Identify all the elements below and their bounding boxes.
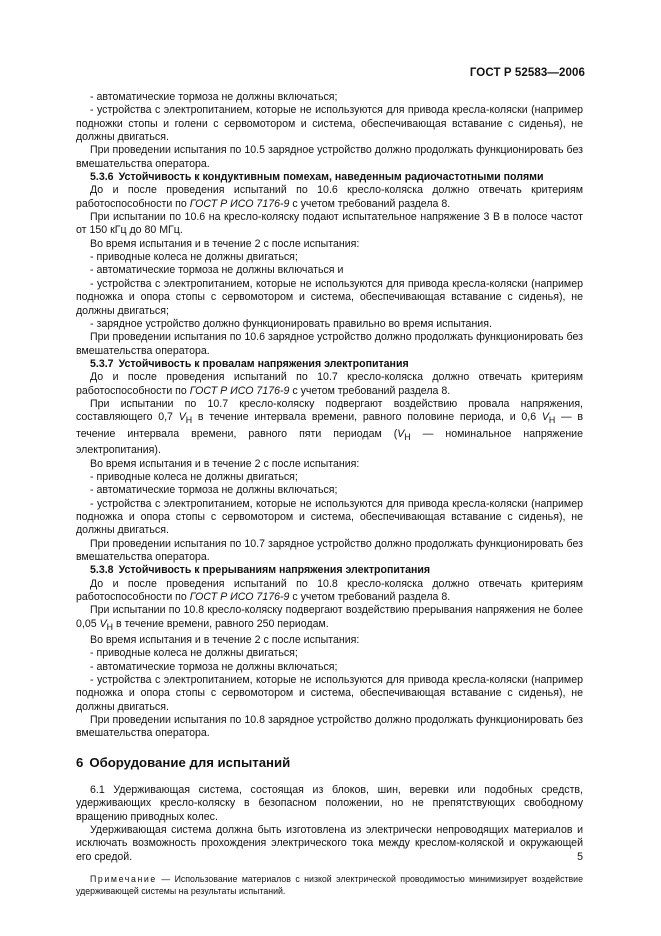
section-number: 5.3.6 (90, 171, 114, 184)
list-item: - устройства с электропитанием, которые не используются для привода кресла-коляски (например подножка и опора стопы с сервомотором и система, обеспечивающая вставание с сиденья), не должны двигаться; (76, 277, 583, 317)
paragraph: Во время испытания и в течение 2 с после испытания: (90, 237, 360, 250)
standard-reference: ГОСТ Р ИСО 7176-9 (189, 197, 290, 210)
paragraph: При проведении испытания по 10.5 зарядное устройство должно продолжать функционировать без вмешательства оператора. (76, 144, 583, 170)
list-item: - автоматические тормоза не должны включаться; (90, 484, 338, 497)
text-span: При испытании по 10.7 кресло-коляску подвергают воздействию провала напряжения, составляющего 0,7 (76, 397, 583, 424)
section-heading-5-3-7 (76, 358, 583, 371)
paragraph (76, 184, 583, 211)
section-title: Устойчивость к кондуктивным помехам, наведенным радиочастотными полями (118, 171, 544, 184)
list-item: - автоматические тормоза не должны включаться; (90, 91, 338, 103)
paragraph: При проведении испытания по 10.8 зарядное устройство должно продолжать функционировать без вмешательства оператора. (76, 714, 583, 740)
text-span: — в течение интервала времени, равного пяти периодам ( (76, 411, 583, 440)
text-span: При испытании по 10.8 кресло-коляску подвергают воздействию прерывания напряжения не более 0,05 (76, 604, 583, 630)
section-number: 6 (76, 754, 84, 770)
paragraph: Удерживающая система должна быть изготовлена из электрически непроводящих материалов и исключать возможность прохождения электрического тока между креслом-коляской и окружающей его средой. (76, 823, 583, 863)
voltage-symbol: V (541, 411, 549, 424)
text-span: с учетом требований раздела 8. (289, 197, 451, 210)
paragraph (76, 604, 583, 634)
voltage-symbol: V (397, 427, 405, 440)
list-item: - приводные колеса не должны двигаться; (90, 647, 298, 660)
paragraph (76, 398, 583, 458)
note-text: — Использование материалов с низкой электрической проводимостью минимизирует воздействие удерживающей системы на результаты испытаний. (76, 873, 583, 897)
text-span: с учетом требований раздела 8. (289, 590, 451, 603)
list-item: - приводные колеса не должны двигаться; (90, 470, 298, 483)
section-title: Оборудование для испытаний (89, 754, 291, 770)
voltage-subscript: Н (404, 431, 411, 442)
text-span: До и после проведения испытаний по 10.6 кресло-коляска должно отвечать критериям работоспособности по (76, 184, 583, 210)
page-number: 5 (577, 851, 583, 863)
paragraph: Во время испытания и в течение 2 с после испытания: (90, 634, 360, 647)
section-number: 5.3.7 (90, 357, 114, 370)
paragraph: При испытании по 10.6 на кресло-коляску подают испытательное напряжение 3 В в полосе частот от 150 кГц до 80 МГц. (76, 211, 583, 237)
paragraph: 6.1 Удерживающая система, состоящая из блоков, шин, веревки или подобных средств, удерживающих кресло-коляску в безопасном положении, но не препятствующих свободному вращению приводных колес. (76, 783, 583, 823)
document-body (76, 91, 583, 898)
text-span: — номинальное напряжение электропитания). (76, 427, 583, 457)
list-item: - автоматические тормоза не должны включаться; (90, 660, 338, 673)
paragraph: При проведении испытания по 10.6 зарядное устройство должно продолжать функционировать без вмешательства оператора. (76, 331, 583, 357)
paragraph (76, 578, 583, 605)
voltage-symbol: V (99, 617, 107, 630)
list-item: - зарядное устройство должно функционировать правильно во время испытания. (90, 317, 492, 330)
list-item: - устройства с электропитанием, которые не используются для привода кресла-коляски (например подножка и опора стопы с сервомотором и система, обеспечивающая вставание с сиденья), не должны двигаться. (76, 497, 583, 537)
list-item: - автоматические тормоза не должны включаться и (90, 264, 344, 277)
text-span: До и после проведения испытаний по 10.7 кресло-коляска должно отвечать критериям работоспособности по (76, 371, 583, 397)
text-span: с учетом требований раздела 8. (289, 384, 451, 397)
note (76, 873, 583, 898)
text-span: в течение интервала времени, равного половине периода, и 0,6 (192, 411, 542, 424)
note-label: Примечание (90, 873, 157, 884)
standard-reference: ГОСТ Р ИСО 7176-9 (189, 384, 290, 397)
paragraph: Во время испытания и в течение 2 с после испытания: (90, 457, 360, 470)
standard-reference: ГОСТ Р ИСО 7176-9 (189, 590, 290, 603)
document-header: ГОСТ Р 52583—2006 (469, 67, 585, 79)
text-span: До и после проведения испытаний по 10.8 кресло-коляска должно отвечать критериям работоспособности по (76, 577, 583, 603)
section-heading-6 (76, 755, 583, 771)
section-number: 5.3.8 (90, 564, 114, 577)
list-item: - приводные колеса не должны двигаться; (90, 251, 298, 264)
section-title: Устойчивость к провалам напряжения электропитания (118, 357, 409, 370)
section-heading-5-3-6 (76, 171, 583, 184)
paragraph: При проведении испытания по 10.7 зарядное устройство должно продолжать функционировать без вмешательства оператора. (76, 537, 583, 563)
paragraph (76, 371, 583, 398)
section-heading-5-3-8 (76, 564, 583, 577)
voltage-symbol: V (178, 411, 186, 424)
voltage-subscript: Н (185, 415, 193, 426)
list-item: - устройства с электропитанием, которые не используются для привода кресла-коляски (например подножка и опора стопы с сервомотором и система, обеспечивающая вставание с сиденья), не должны двигаться. (76, 674, 583, 713)
list-item: - устройства с электропитанием, которые не используются для привода кресла-коляски (например подножки стопы и голени с сервомотором и система, обеспечивающая вставание с сиденья), не должны двигаться. (76, 104, 583, 144)
voltage-subscript: Н (548, 415, 556, 426)
text-span: в течение времени, равного 250 периодам. (113, 617, 329, 630)
section-title: Устойчивость к прерываниям напряжения электропитания (118, 564, 431, 577)
voltage-subscript: Н (106, 621, 114, 632)
